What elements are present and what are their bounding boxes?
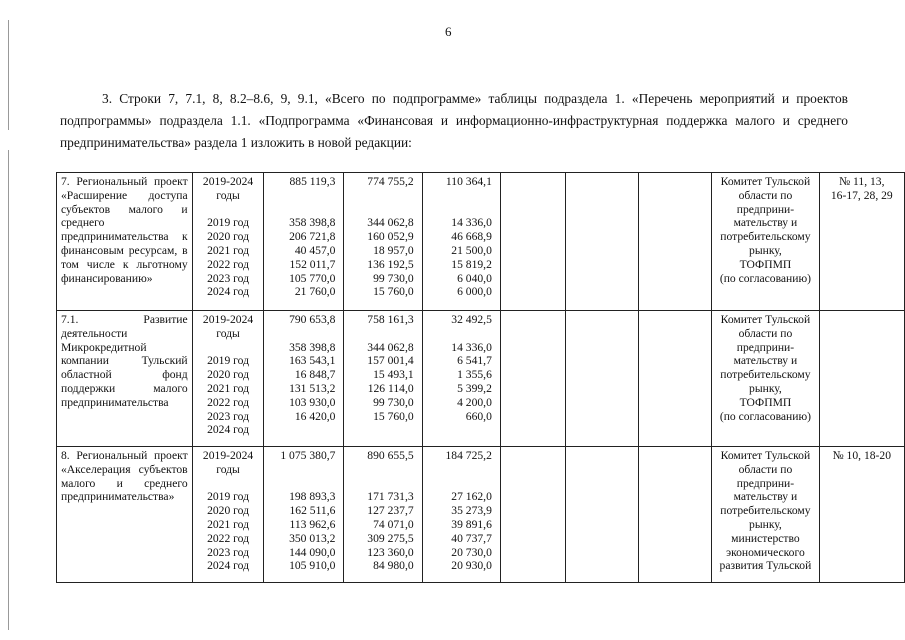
funding-amount-line (348, 423, 413, 437)
total-amount-line: 885 119,3 (289, 175, 336, 188)
funding-amount-cell (344, 311, 422, 447)
period-line: 2021 год (207, 243, 249, 257)
period-line: 2019-2024 (202, 313, 254, 326)
period-line: 2023 год (207, 545, 249, 559)
funding-amount-line: 344 062,8 (367, 216, 414, 230)
executor-line: предприни- (736, 202, 795, 216)
period-line: 2019 год (207, 354, 249, 368)
funding-amount-line: 15 760,0 (373, 285, 414, 299)
funding-amount-line: 99 730,0 (373, 271, 414, 285)
funding-amount-other-line: 1 355,6 (457, 368, 492, 382)
empty-cell (500, 173, 565, 311)
total-amount-line: 152 011,7 (289, 257, 336, 271)
empty-cell (638, 311, 712, 447)
total-amount-line: 163 543,1 (289, 354, 336, 368)
total-amount-line: 1 075 380,7 (280, 449, 336, 462)
activities-table (56, 172, 905, 583)
executor-cell (712, 173, 819, 311)
empty-cell (565, 447, 638, 583)
period-line: годы (216, 462, 240, 476)
total-amount-line: 206 721,8 (289, 230, 336, 244)
executor-cell (712, 447, 819, 583)
funding-amount-line (348, 327, 413, 341)
total-amount-line: 16 420,0 (294, 409, 336, 423)
note-line: 16-17, 28, 29 (830, 188, 893, 202)
funding-amount-line: 74 071,0 (373, 517, 414, 531)
total-amount-line (268, 423, 335, 437)
executor-line: мательству и (733, 216, 798, 230)
funding-amount-other-cell (422, 311, 500, 447)
funding-amount-line (348, 203, 413, 217)
period-line: 2021 год (207, 381, 249, 395)
funding-amount-other-line: 6 000,0 (457, 285, 492, 299)
total-amount-line: 790 653,8 (289, 313, 336, 326)
period-cell (192, 447, 264, 583)
total-amount-line: 350 013,2 (289, 531, 336, 545)
funding-amount-other-line: 6 541,7 (457, 354, 492, 368)
total-amount-cell (264, 311, 344, 447)
funding-amount-other-line: 40 737,7 (451, 531, 492, 545)
funding-amount-other-line: 184 725,2 (445, 449, 492, 462)
period-cell (192, 311, 264, 447)
period-line: 2024 год (207, 559, 249, 573)
funding-amount-line: 15 493,1 (373, 368, 414, 382)
table-row (57, 311, 905, 447)
funding-amount-cell (344, 447, 422, 583)
executor-line: предприни- (736, 340, 795, 354)
funding-amount-other-line: 5 399,2 (457, 381, 492, 395)
activity-name: 8. Региональный проект «Акселерация субъектов малого и среднего предпринимательства» (57, 447, 193, 583)
funding-amount-line: 309 275,5 (367, 531, 414, 545)
executor-line: ТОФПМП (739, 257, 792, 271)
empty-cell (638, 173, 712, 311)
executor-line: Комитет Тульской (720, 313, 811, 326)
total-amount-line (268, 463, 335, 477)
funding-amount-other-line: 46 668,9 (451, 230, 492, 244)
funding-amount-line: 15 760,0 (373, 409, 414, 423)
executor-line: рынку, (749, 243, 782, 257)
note-cell (819, 311, 904, 447)
executor-line: рынку, (749, 381, 782, 395)
note-cell (819, 447, 904, 583)
funding-amount-other-line (427, 463, 492, 477)
funding-amount-other-line: 660,0 (465, 409, 492, 423)
period-cell (192, 173, 264, 311)
period-line: 2019-2024 (202, 449, 254, 462)
funding-amount-line: 758 161,3 (367, 313, 414, 326)
executor-line: области по (738, 326, 793, 340)
total-amount-line (268, 477, 335, 491)
funding-amount-line (348, 463, 413, 477)
funding-amount-line: 99 730,0 (373, 395, 414, 409)
funding-amount-line: 171 731,3 (367, 490, 414, 504)
funding-amount-line: 123 360,0 (367, 545, 414, 559)
period-line: 2019 год (207, 490, 249, 504)
funding-amount-other-line: 27 162,0 (451, 490, 492, 504)
funding-amount-other-line: 39 891,6 (451, 517, 492, 531)
total-amount-line (268, 203, 335, 217)
funding-amount-other-line (427, 327, 492, 341)
period-line: 2022 год (207, 257, 249, 271)
funding-amount-other-line (427, 477, 492, 491)
empty-cell (500, 311, 565, 447)
total-amount-line: 144 090,0 (289, 545, 336, 559)
funding-amount-line: 774 755,2 (367, 175, 414, 188)
note-cell (819, 173, 904, 311)
executor-line: развития Тульской (719, 559, 812, 573)
funding-amount-other-line: 21 500,0 (451, 243, 492, 257)
period-line: 2019 год (207, 216, 249, 230)
total-amount-cell (264, 447, 344, 583)
funding-amount-line: 126 114,0 (367, 381, 414, 395)
total-amount-cell (264, 173, 344, 311)
funding-amount-other-cell (422, 173, 500, 311)
executor-line: мательству и (733, 354, 798, 368)
funding-amount-other-line (427, 423, 492, 437)
period-line: 2024 год (207, 423, 249, 437)
period-line: 2019-2024 (202, 175, 254, 188)
period-line: 2023 год (207, 409, 249, 423)
total-amount-line: 162 511,6 (289, 504, 336, 518)
funding-amount-other-line: 15 819,2 (451, 257, 492, 271)
executor-line: (по согласованию) (719, 409, 811, 423)
table-row (57, 447, 905, 583)
total-amount-line: 358 398,8 (289, 340, 336, 354)
margin-line-top (8, 20, 9, 130)
period-line: 2023 год (207, 271, 249, 285)
funding-amount-line: 160 052,9 (367, 230, 414, 244)
funding-amount-line (348, 189, 413, 203)
executor-line: рынку, (749, 517, 782, 531)
executor-line: мательству и (733, 490, 798, 504)
period-line (197, 203, 260, 217)
funding-amount-other-line: 32 492,5 (451, 313, 492, 326)
funding-amount-line: 84 980,0 (373, 559, 414, 573)
funding-amount-line: 157 001,4 (367, 354, 414, 368)
total-amount-line (268, 327, 335, 341)
period-line (197, 477, 260, 491)
funding-amount-line: 18 957,0 (373, 243, 414, 257)
funding-amount-other-line (427, 203, 492, 217)
executor-line: предприни- (736, 476, 795, 490)
funding-amount-cell (344, 173, 422, 311)
total-amount-line: 105 770,0 (289, 271, 336, 285)
total-amount-line: 113 962,6 (289, 517, 336, 531)
executor-line: министерство (731, 531, 800, 545)
executor-cell (712, 311, 819, 447)
executor-line: потребительскому (720, 368, 811, 382)
intro-paragraph (60, 88, 848, 154)
funding-amount-line: 344 062,8 (367, 340, 414, 354)
total-amount-line: 198 893,3 (289, 490, 336, 504)
total-amount-line: 16 848,7 (294, 368, 336, 382)
total-amount-line: 21 760,0 (294, 285, 336, 299)
period-line: годы (216, 326, 240, 340)
total-amount-line: 358 398,8 (289, 216, 336, 230)
intro-text: 3. Строки 7, 7.1, 8, 8.2–8.6, 9, 9.1, «Всего по подпрограмме» таблицы подраздела 1. «Перечень мероприятий и проектов подпрограммы» подраздела 1.1. «Подпрограмма «Финансовая и информационно-инфраструктурная поддержка малого и среднего предпринимательства» раздела 1 изложить в новой редакции: (60, 91, 848, 150)
funding-amount-other-line: 20 730,0 (451, 545, 492, 559)
total-amount-line: 131 513,2 (289, 381, 336, 395)
period-line: 2022 год (207, 395, 249, 409)
funding-amount-other-line: 20 930,0 (451, 559, 492, 573)
funding-amount-other-line (427, 189, 492, 203)
note-line: № 10, 18-20 (832, 449, 891, 462)
total-amount-line: 103 930,0 (289, 395, 336, 409)
executor-line: потребительскому (720, 230, 811, 244)
executor-line: области по (738, 188, 793, 202)
activity-name: 7.1. Развитие деятельности Микрокредитной компании Тульский областной фонд поддержки малого предпринимательства (57, 311, 193, 447)
funding-amount-other-cell (422, 447, 500, 583)
empty-cell (565, 173, 638, 311)
total-amount-line (268, 189, 335, 203)
page-number: 6 (445, 24, 452, 39)
funding-amount-other-line: 35 273,9 (451, 504, 492, 518)
funding-amount-line: 890 655,5 (367, 449, 414, 462)
executor-line: Комитет Тульской (720, 449, 811, 462)
empty-cell (638, 447, 712, 583)
executor-line: (по согласованию) (719, 271, 811, 285)
funding-amount-line: 127 237,7 (367, 504, 414, 518)
period-line (197, 341, 260, 355)
period-line: 2020 год (207, 368, 249, 382)
executor-line: Комитет Тульской (720, 175, 811, 188)
period-line: 2020 год (207, 230, 249, 244)
total-amount-line: 105 910,0 (289, 559, 336, 573)
funding-amount-line: 136 192,5 (367, 257, 414, 271)
period-line: 2020 год (207, 504, 249, 518)
margin-line-bottom (8, 150, 9, 630)
executor-line: экономического (726, 545, 805, 559)
period-line: 2021 год (207, 517, 249, 531)
table-row (57, 173, 905, 311)
empty-cell (500, 447, 565, 583)
funding-amount-line (348, 477, 413, 491)
empty-cell (565, 311, 638, 447)
funding-amount-other-line: 6 040,0 (457, 271, 492, 285)
executor-line: потребительскому (720, 504, 811, 518)
total-amount-line: 40 457,0 (294, 243, 336, 257)
funding-amount-other-line: 110 364,1 (445, 175, 492, 188)
funding-amount-other-line: 14 336,0 (451, 340, 492, 354)
funding-amount-other-line: 14 336,0 (451, 216, 492, 230)
period-line: 2022 год (207, 531, 249, 545)
funding-amount-other-line: 4 200,0 (457, 395, 492, 409)
activity-name: 7. Региональный проект «Расширение доступа субъектов малого и среднего предпринимательства к финансовым ресурсам, в том числе к льготному финансированию» (57, 173, 193, 311)
note-line: № 11, 13, (839, 175, 885, 188)
period-line: 2024 год (207, 285, 249, 299)
executor-line: ТОФПМП (739, 395, 792, 409)
period-line: годы (216, 188, 240, 202)
executor-line: области по (738, 462, 793, 476)
